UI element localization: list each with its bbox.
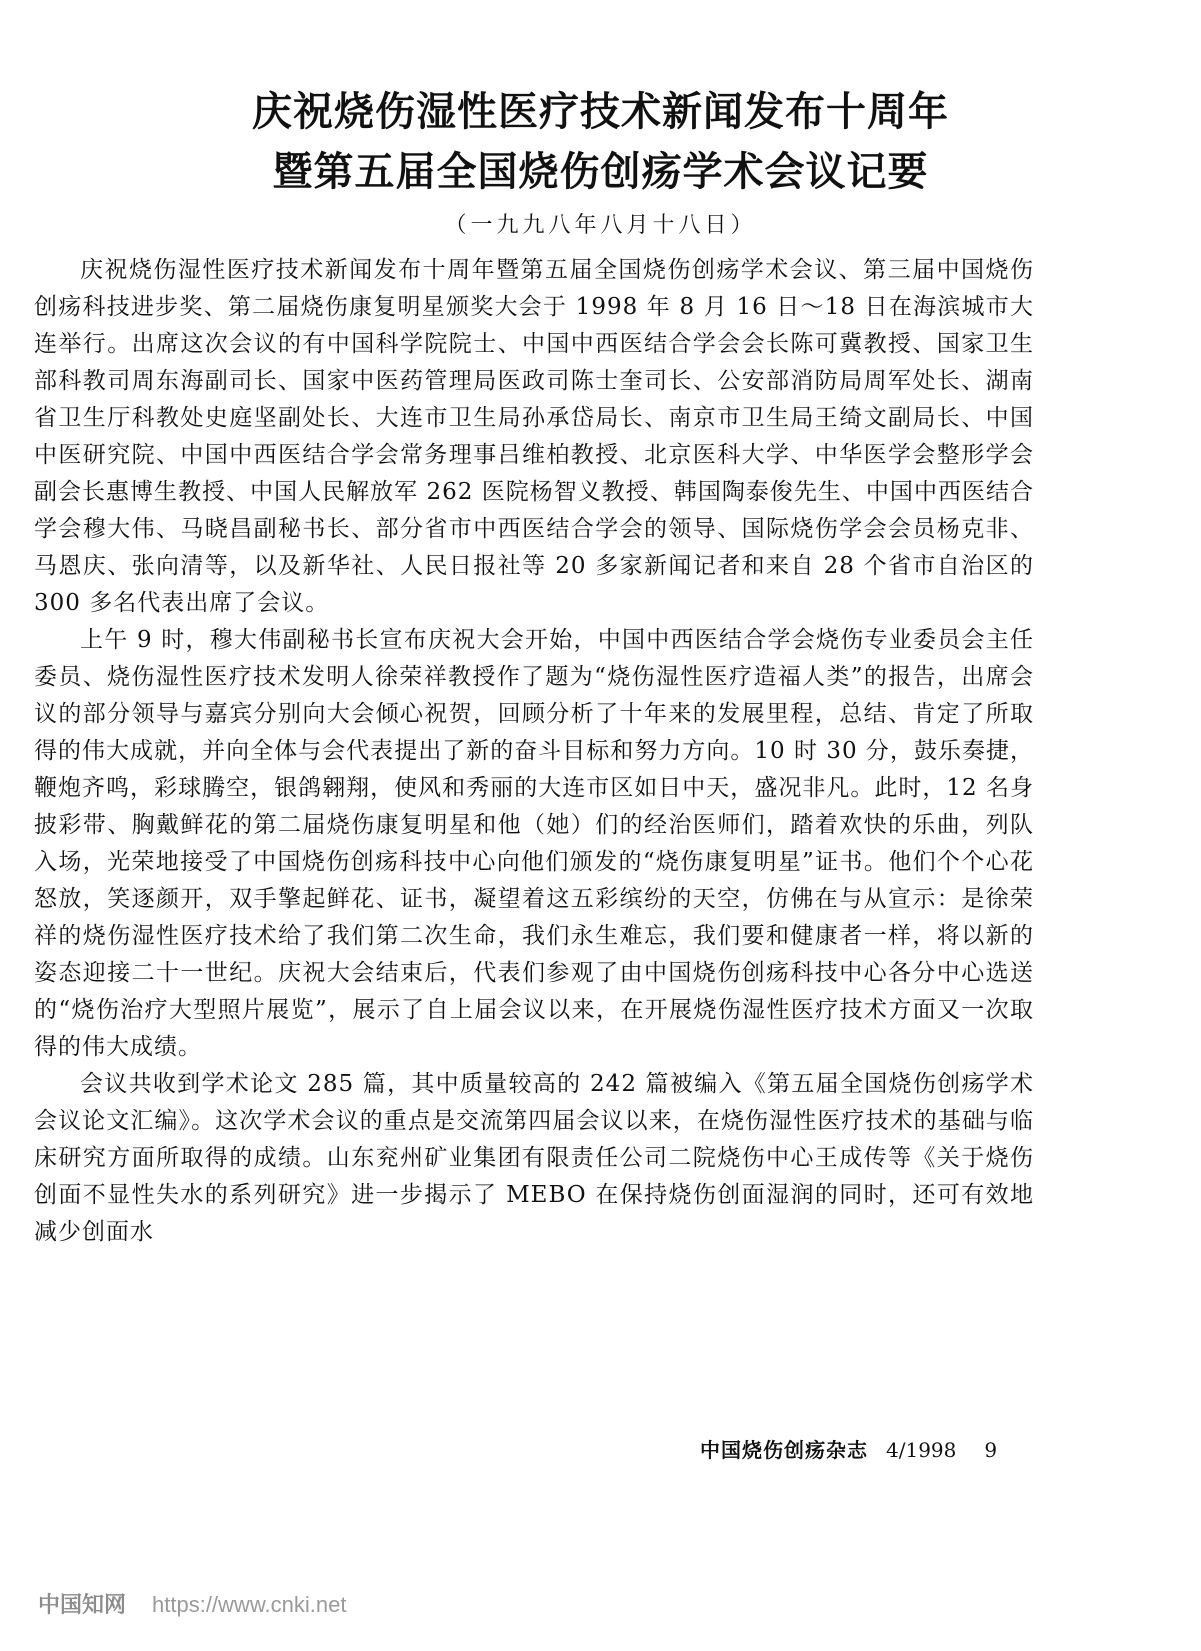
body-paragraph-2: 上午 9 时，穆大伟副秘书长宣布庆祝大会开始，中国中西医结合学会烧伤专业委员会主任委员、烧伤湿性医疗技术发明人徐荣祥教授作了题为“烧伤湿性医疗造福人类”的报告，出席会议的部分领导与嘉宾分别向大会倾心祝贺，回顾分析了十年来的发展里程，总结、肯定了所取得的伟大成就，并向全体与会代表提出了新的奋斗目标和努力方向。10 时 30 分，鼓乐奏捷，鞭炮齐鸣，彩球腾空，银鸽翱翔，使风和秀丽的大连市区如日中天，盛况非凡。此时，12 名身披彩带、胸戴鲜花的第二届烧伤康复明星和他（她）们的经治医师们，踏着欢快的乐曲，列队入场，光荣地接受了中国烧伤创疡科技中心向他们颁发的“烧伤康复明星”证书。他们个个心花怒放，笑逐颜开，双手擎起鲜花、证书，凝望着这五彩缤纷的天空，仿佛在与从宣示：是徐荣祥的烧伤湿性医疗技术给了我们第二次生命，我们永生难忘，我们要和健康者一样，将以新的姿态迎接二十一世纪。庆祝大会结束后，代表们参观了由中国烧伤创疡科技中心各分中心选送的“烧伤治疗大型照片展览”，展示了自上届会议以来，在开展烧伤湿性医疗技术方面又一次取得的伟大成绩。 [34,627,1034,1060]
body-paragraph-1: 庆祝烧伤湿性医疗技术新闻发布十周年暨第五届全国烧伤创疡学术会议、第三届中国烧伤创疡科技进步奖、第二届烧伤康复明星颁奖大会于 1998 年 8 月 16 日～18 日在海滨城市大连举行。出席这次会议的有中国科学院院士、中国中西医结合学会会长陈可冀教授、国家卫生部科教司周东海副司长、国家中医药管理局医政司陈士奎司长、公安部消防局周军处长、湖南省卫生厅科教处史庭坚副处长、大连市卫生局孙承岱局长、南京市卫生局王绮文副局长、中国中医研究院、中国中西医结合学会常务理事吕维柏教授、北京医科大学、中华医学会整形学会副会长惠博生教授、中国人民解放军 262 医院杨智义教授、韩国陶泰俊先生、中国中西医结合学会穆大伟、马晓昌副秘书长、部分省市中西医结合学会的领导、国际烧伤学会会员杨克非、马恩庆、张向清等，以及新华社、人民日报社等 20 多家新闻记者和来自 28 个省市自治区的 300 多名代表出席了会议。 [34,257,1034,616]
title-line-1: 庆祝烧伤湿性医疗技术新闻发布十周年 [252,89,949,135]
running-footer [700,1434,1030,1463]
watermark-url: https://www.cnki.net [152,1592,347,1617]
article-date: （一九九八年八月十八日） [444,213,757,238]
journal-name: 中国烧伤创疡杂志 [700,1438,868,1462]
watermark-brand: 中国知网 [38,1593,127,1618]
title-line-2: 暨第五届全国烧伤创疡学术会议记要 [272,149,929,195]
article-body [34,252,1034,1251]
article-title [0,82,1201,202]
page-number: 9 [984,1438,998,1462]
body-paragraph-3: 会议共收到学术论文 285 篇，其中质量较高的 242 篇被编入《第五届全国烧伤创疡学术会议论文汇编》。这次学术会议的重点是交流第四届会议以来，在烧伤湿性医疗技术的基础与临床研究方面所取得的成绩。山东兖州矿业集团有限责任公司二院烧伤中心王成传等《关于烧伤创面不显性失水的系列研究》进一步揭示了 MEBO 在保持烧伤创面湿润的同时，还可有效地减少创面水 [34,1071,1034,1245]
journal-issue: 4/1998 [886,1438,957,1462]
cnki-watermark [38,1588,346,1619]
